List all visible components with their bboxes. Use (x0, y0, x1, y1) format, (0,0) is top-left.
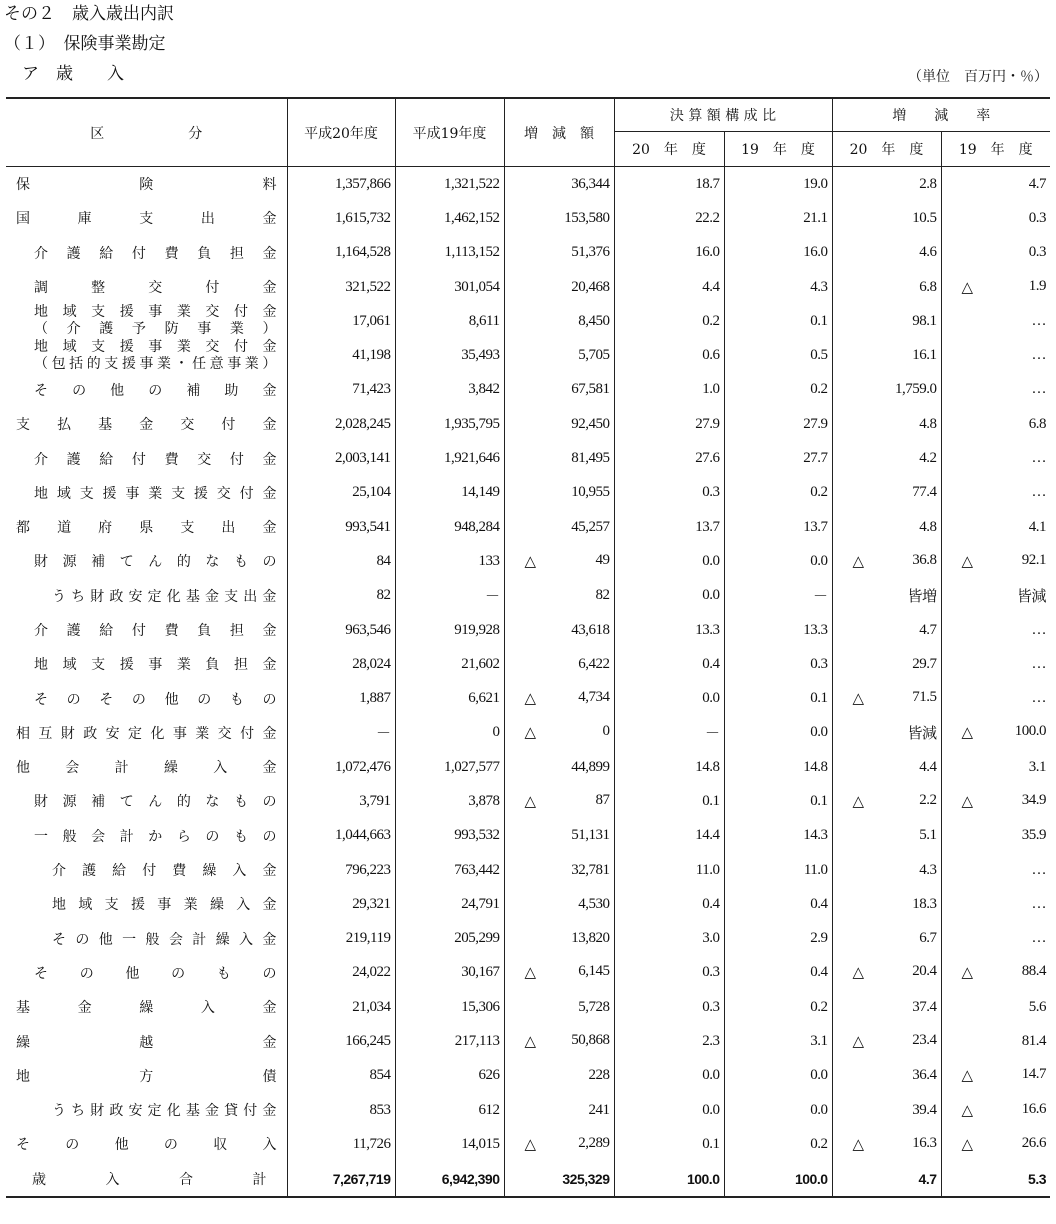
cell-r19: △ 100.0 (941, 716, 1050, 750)
cell-v20: 1,164,528 (287, 236, 395, 270)
cell-v19: 8,611 (395, 304, 504, 338)
cell-r20: 4.7 (832, 613, 941, 647)
table-row (6, 716, 1050, 750)
row-label: 調 整 交 付 金 (34, 280, 277, 297)
cell-c20: 0.0 (614, 1093, 724, 1127)
cell-v19: 35,493 (395, 338, 504, 372)
cell-r19: … (941, 922, 1050, 956)
cell-v19: 30,167 (395, 956, 504, 990)
header-change-rate: 増 減 率 (832, 98, 1050, 132)
cell-v20: 796,223 (287, 853, 395, 887)
table-row (6, 853, 1050, 887)
cell-diff: △ 50,868 (504, 1024, 614, 1058)
row-label: 一 般 会 計 か ら の も の (34, 828, 277, 845)
cell-v19: 993,532 (395, 819, 504, 853)
cell-v20: 41,198 (287, 338, 395, 372)
cell-v20: 21,034 (287, 990, 395, 1024)
cell-r19: △ 34.9 (941, 784, 1050, 818)
cell-v19: 301,054 (395, 270, 504, 304)
table-row (6, 990, 1050, 1024)
cell-c19: 13.3 (724, 613, 832, 647)
cell-c19: 19.0 (724, 167, 832, 202)
cell-c19: 13.7 (724, 510, 832, 544)
row-label: そ の 他 の も の (34, 965, 277, 982)
cell-diff: 45,257 (504, 510, 614, 544)
cell-r20: 2.8 (832, 167, 941, 202)
table-body (6, 167, 1050, 1197)
cell-c19: 0.5 (724, 338, 832, 372)
header-diff: 増 減 額 (504, 98, 614, 167)
cell-r19: 0.3 (941, 201, 1050, 235)
cell-v20: 1,615,732 (287, 201, 395, 235)
table-row (6, 887, 1050, 921)
cell-c19: － (724, 579, 832, 613)
row-label: 繰 越 金 (16, 1034, 277, 1051)
cell-c19: 27.7 (724, 441, 832, 475)
cell-v19: 1,027,577 (395, 750, 504, 784)
cell-diff: 241 (504, 1093, 614, 1127)
cell-c19: 0.0 (724, 1059, 832, 1093)
table-row (6, 1162, 1050, 1197)
row-label: 地 域 支 援 事 業 交 付 金 （ 包 括 的 支 援 事 業 ・ 任 意 事 業 ） (34, 338, 277, 372)
cell-r19: 5.6 (941, 990, 1050, 1024)
table-row (6, 236, 1050, 270)
cell-diff: 81,495 (504, 441, 614, 475)
cell-v20: 11,726 (287, 1127, 395, 1161)
cell-c19: 2.9 (724, 922, 832, 956)
cell-r19: 35.9 (941, 819, 1050, 853)
cell-r19: 4.1 (941, 510, 1050, 544)
cell-r19: … (941, 338, 1050, 372)
cell-v19: 626 (395, 1059, 504, 1093)
cell-v19: 948,284 (395, 510, 504, 544)
row-label: 地 域 支 援 事 業 負 担 金 (34, 657, 277, 674)
cell-c19: 0.2 (724, 990, 832, 1024)
cell-c19: 0.2 (724, 476, 832, 510)
header-ratio-20: 20 年 度 (614, 132, 724, 167)
cell-c19: 0.1 (724, 784, 832, 818)
table-row (6, 510, 1050, 544)
row-label: 介 護 給 付 費 負 担 金 (34, 245, 277, 262)
cell-r20: 4.8 (832, 510, 941, 544)
cell-v20: 993,541 (287, 510, 395, 544)
cell-r20: 16.1 (832, 338, 941, 372)
cell-v19: 919,928 (395, 613, 504, 647)
cell-r20: 18.3 (832, 887, 941, 921)
row-label: そ の そ の 他 の も の (34, 691, 277, 708)
table-row (6, 750, 1050, 784)
table-row (6, 338, 1050, 372)
cell-c20: 1.0 (614, 373, 724, 407)
cell-v19: 14,015 (395, 1127, 504, 1161)
table-row (6, 270, 1050, 304)
cell-c20: 13.7 (614, 510, 724, 544)
cell-r19: … (941, 853, 1050, 887)
cell-diff: △ 4,734 (504, 681, 614, 715)
cell-v20: 1,044,663 (287, 819, 395, 853)
cell-c20: 11.0 (614, 853, 724, 887)
cell-r20: 4.7 (832, 1162, 941, 1197)
cell-v19: 1,462,152 (395, 201, 504, 235)
cell-v19: 3,842 (395, 373, 504, 407)
cell-r20: 6.8 (832, 270, 941, 304)
cell-c19: 16.0 (724, 236, 832, 270)
header-h20: 平成20年度 (287, 98, 395, 167)
cell-c20: 14.4 (614, 819, 724, 853)
cell-diff: △ 2,289 (504, 1127, 614, 1161)
cell-r20: 36.4 (832, 1059, 941, 1093)
cell-diff: 5,705 (504, 338, 614, 372)
table-row (6, 647, 1050, 681)
table-row (6, 579, 1050, 613)
row-label: 地 方 債 (16, 1068, 277, 1085)
cell-c19: 0.0 (724, 716, 832, 750)
cell-diff: 67,581 (504, 373, 614, 407)
cell-diff: △ 87 (504, 784, 614, 818)
row-label: う ち 財 政 安 定 化 基 金 支 出 金 (52, 588, 277, 605)
cell-r19: 6.8 (941, 407, 1050, 441)
cell-diff: △ 49 (504, 544, 614, 578)
cell-c20: 2.3 (614, 1024, 724, 1058)
cell-v20: 25,104 (287, 476, 395, 510)
cell-r19: △ 26.6 (941, 1127, 1050, 1161)
cell-c20: 0.4 (614, 647, 724, 681)
table-row (6, 476, 1050, 510)
row-label: う ち 財 政 安 定 化 基 金 貸 付 金 (52, 1103, 277, 1120)
item-heading: ア 歳 入 (22, 64, 124, 84)
cell-v20: 854 (287, 1059, 395, 1093)
cell-r20: 4.8 (832, 407, 941, 441)
cell-r19: 5.3 (941, 1162, 1050, 1197)
cell-c19: 0.1 (724, 304, 832, 338)
cell-v20: 84 (287, 544, 395, 578)
table-row (6, 441, 1050, 475)
row-label: そ の 他 の 収 入 (16, 1137, 277, 1154)
cell-diff: 82 (504, 579, 614, 613)
cell-c20: 0.4 (614, 887, 724, 921)
cell-r20: 4.2 (832, 441, 941, 475)
cell-v20: 2,003,141 (287, 441, 395, 475)
revenue-table (6, 97, 1050, 1198)
table-row (6, 613, 1050, 647)
cell-r20: △ 36.8 (832, 544, 941, 578)
table-row (6, 1024, 1050, 1058)
table-row (6, 1059, 1050, 1093)
cell-c20: 27.9 (614, 407, 724, 441)
cell-c20: 0.3 (614, 476, 724, 510)
cell-c20: 0.0 (614, 579, 724, 613)
row-label: 相 互 財 政 安 定 化 事 業 交 付 金 (16, 725, 277, 742)
cell-diff: △ 6,145 (504, 956, 614, 990)
cell-r20: 6.7 (832, 922, 941, 956)
table-row (6, 956, 1050, 990)
cell-v19: 0 (395, 716, 504, 750)
cell-r19: 4.7 (941, 167, 1050, 202)
table-row (6, 1093, 1050, 1127)
cell-v20: 1,357,866 (287, 167, 395, 202)
subsection-heading: （１） 保険事業勘定 (4, 34, 166, 54)
row-label: 歳 入 合 計 (6, 1162, 287, 1197)
row-label: 介 護 給 付 費 交 付 金 (34, 451, 277, 468)
cell-v20: 3,791 (287, 784, 395, 818)
row-label: 他 会 計 繰 入 金 (16, 760, 277, 777)
cell-diff: 44,899 (504, 750, 614, 784)
cell-v19: 1,935,795 (395, 407, 504, 441)
cell-c20: 4.4 (614, 270, 724, 304)
cell-c20: 0.0 (614, 544, 724, 578)
header-category: 区 分 (6, 98, 287, 167)
row-label: 国 庫 支 出 金 (16, 211, 277, 228)
cell-r19: … (941, 647, 1050, 681)
cell-c19: 27.9 (724, 407, 832, 441)
cell-c19: 14.8 (724, 750, 832, 784)
cell-v19: 217,113 (395, 1024, 504, 1058)
table-row (6, 201, 1050, 235)
cell-diff: 51,131 (504, 819, 614, 853)
row-label: 基 金 繰 入 金 (16, 1000, 277, 1017)
cell-c19: 0.1 (724, 681, 832, 715)
cell-r19: △ 88.4 (941, 956, 1050, 990)
cell-v20: 963,546 (287, 613, 395, 647)
header-ratio-19: 19 年 度 (724, 132, 832, 167)
cell-r19: △ 1.9 (941, 270, 1050, 304)
cell-c20: 18.7 (614, 167, 724, 202)
header-rate-20: 20 年 度 (832, 132, 941, 167)
cell-c20: 0.2 (614, 304, 724, 338)
cell-c20: 13.3 (614, 613, 724, 647)
cell-diff: 32,781 (504, 853, 614, 887)
cell-diff: 153,580 (504, 201, 614, 235)
table-row (6, 922, 1050, 956)
row-label: 保 険 料 (16, 177, 277, 194)
row-label: そ の 他 一 般 会 計 繰 入 金 (52, 931, 277, 948)
cell-diff: 4,530 (504, 887, 614, 921)
cell-c20: 0.1 (614, 1127, 724, 1161)
cell-c19: 0.2 (724, 373, 832, 407)
table-row (6, 1127, 1050, 1161)
cell-c19: 100.0 (724, 1162, 832, 1197)
cell-r20: 39.4 (832, 1093, 941, 1127)
cell-c19: 21.1 (724, 201, 832, 235)
table-row (6, 407, 1050, 441)
row-label: 都 道 府 県 支 出 金 (16, 520, 277, 537)
table-row (6, 544, 1050, 578)
cell-diff: 325,329 (504, 1162, 614, 1197)
cell-v19: － (395, 579, 504, 613)
cell-diff: 20,468 (504, 270, 614, 304)
cell-c19: 0.4 (724, 887, 832, 921)
cell-c20: 100.0 (614, 1162, 724, 1197)
cell-r20: 皆増 (832, 579, 941, 613)
cell-r20: 1,759.0 (832, 373, 941, 407)
cell-r19: … (941, 613, 1050, 647)
cell-diff: 8,450 (504, 304, 614, 338)
cell-v19: 612 (395, 1093, 504, 1127)
cell-r19: 0.3 (941, 236, 1050, 270)
cell-v19: 1,321,522 (395, 167, 504, 202)
cell-v20: 2,028,245 (287, 407, 395, 441)
cell-c20: 14.8 (614, 750, 724, 784)
cell-v19: 133 (395, 544, 504, 578)
row-label: 介 護 給 付 費 負 担 金 (34, 623, 277, 639)
cell-r20: 10.5 (832, 201, 941, 235)
cell-r20: △ 71.5 (832, 681, 941, 715)
cell-c19: 14.3 (724, 819, 832, 853)
cell-c20: 0.6 (614, 338, 724, 372)
cell-v20: 29,321 (287, 887, 395, 921)
cell-v19: 15,306 (395, 990, 504, 1024)
cell-c20: 27.6 (614, 441, 724, 475)
section-heading: その２ 歳入歳出内訳 (4, 4, 174, 24)
row-label: 財 源 補 て ん 的 な も の (34, 554, 277, 571)
cell-r19: △ 16.6 (941, 1093, 1050, 1127)
row-label: 介 護 給 付 費 繰 入 金 (52, 863, 277, 880)
cell-c20: － (614, 716, 724, 750)
table-row (6, 167, 1050, 202)
cell-v19: 14,149 (395, 476, 504, 510)
cell-r20: 皆減 (832, 716, 941, 750)
cell-diff: 36,344 (504, 167, 614, 202)
cell-v19: 1,921,646 (395, 441, 504, 475)
cell-v19: 763,442 (395, 853, 504, 887)
cell-r19: … (941, 476, 1050, 510)
cell-c19: 0.2 (724, 1127, 832, 1161)
cell-diff: 92,450 (504, 407, 614, 441)
cell-c20: 0.3 (614, 956, 724, 990)
cell-v20: 853 (287, 1093, 395, 1127)
cell-c19: 0.3 (724, 647, 832, 681)
cell-v19: 24,791 (395, 887, 504, 921)
cell-diff: 5,728 (504, 990, 614, 1024)
cell-diff: △ 0 (504, 716, 614, 750)
cell-v20: 166,245 (287, 1024, 395, 1058)
cell-r20: △ 23.4 (832, 1024, 941, 1058)
cell-r20: △ 20.4 (832, 956, 941, 990)
table-row (6, 304, 1050, 338)
cell-v19: 3,878 (395, 784, 504, 818)
cell-v19: 205,299 (395, 922, 504, 956)
cell-v19: 6,621 (395, 681, 504, 715)
header-rate-19: 19 年 度 (941, 132, 1050, 167)
cell-v20: 219,119 (287, 922, 395, 956)
cell-diff: 13,820 (504, 922, 614, 956)
cell-r19: 81.4 (941, 1024, 1050, 1058)
cell-r19: … (941, 373, 1050, 407)
cell-c19: 4.3 (724, 270, 832, 304)
table-row (6, 784, 1050, 818)
cell-c20: 3.0 (614, 922, 724, 956)
cell-v19: 21,602 (395, 647, 504, 681)
cell-v20: － (287, 716, 395, 750)
cell-r19: △ 92.1 (941, 544, 1050, 578)
cell-v20: 71,423 (287, 373, 395, 407)
cell-r20: 29.7 (832, 647, 941, 681)
row-label: 財 源 補 て ん 的 な も の (34, 794, 277, 811)
cell-r19: △ 14.7 (941, 1059, 1050, 1093)
row-label: 地 域 支 援 事 業 支 援 交 付 金 (34, 485, 277, 502)
cell-v20: 17,061 (287, 304, 395, 338)
cell-r19: 3.1 (941, 750, 1050, 784)
cell-r19: … (941, 441, 1050, 475)
cell-diff: 228 (504, 1059, 614, 1093)
cell-v20: 7,267,719 (287, 1162, 395, 1197)
cell-c20: 22.2 (614, 201, 724, 235)
cell-v20: 1,072,476 (287, 750, 395, 784)
cell-v20: 28,024 (287, 647, 395, 681)
cell-v20: 1,887 (287, 681, 395, 715)
cell-r19: 皆減 (941, 579, 1050, 613)
row-label: そ の 他 の 補 助 金 (34, 382, 277, 399)
cell-r19: … (941, 304, 1050, 338)
cell-diff: 43,618 (504, 613, 614, 647)
row-label: 地 域 支 援 事 業 繰 入 金 (52, 897, 277, 914)
cell-v20: 82 (287, 579, 395, 613)
cell-r20: △ 2.2 (832, 784, 941, 818)
cell-r19: … (941, 887, 1050, 921)
cell-v19: 6,942,390 (395, 1162, 504, 1197)
cell-v20: 321,522 (287, 270, 395, 304)
row-label: 支 払 基 金 交 付 金 (16, 417, 277, 434)
cell-c19: 3.1 (724, 1024, 832, 1058)
table-row (6, 373, 1050, 407)
cell-c20: 0.0 (614, 681, 724, 715)
cell-c20: 0.1 (614, 784, 724, 818)
cell-r20: 5.1 (832, 819, 941, 853)
cell-c20: 0.0 (614, 1059, 724, 1093)
cell-r19: … (941, 681, 1050, 715)
cell-r20: △ 16.3 (832, 1127, 941, 1161)
cell-r20: 4.4 (832, 750, 941, 784)
header-h19: 平成19年度 (395, 98, 504, 167)
row-label: 地 域 支 援 事 業 交 付 金 （ 介 護 予 防 事 業 ） (34, 304, 277, 338)
cell-r20: 98.1 (832, 304, 941, 338)
cell-r20: 37.4 (832, 990, 941, 1024)
table-row (6, 819, 1050, 853)
cell-c19: 0.0 (724, 544, 832, 578)
table-row (6, 681, 1050, 715)
header-composition-ratio: 決 算 額 構 成 比 (614, 98, 832, 132)
unit-note: （単位 百万円・％） (908, 69, 1048, 85)
cell-c19: 11.0 (724, 853, 832, 887)
cell-diff: 6,422 (504, 647, 614, 681)
cell-diff: 51,376 (504, 236, 614, 270)
cell-r20: 4.6 (832, 236, 941, 270)
cell-v19: 1,113,152 (395, 236, 504, 270)
cell-c20: 16.0 (614, 236, 724, 270)
cell-r20: 4.3 (832, 853, 941, 887)
cell-c20: 0.3 (614, 990, 724, 1024)
cell-r20: 77.4 (832, 476, 941, 510)
cell-c19: 0.4 (724, 956, 832, 990)
cell-diff: 10,955 (504, 476, 614, 510)
cell-v20: 24,022 (287, 956, 395, 990)
cell-c19: 0.0 (724, 1093, 832, 1127)
